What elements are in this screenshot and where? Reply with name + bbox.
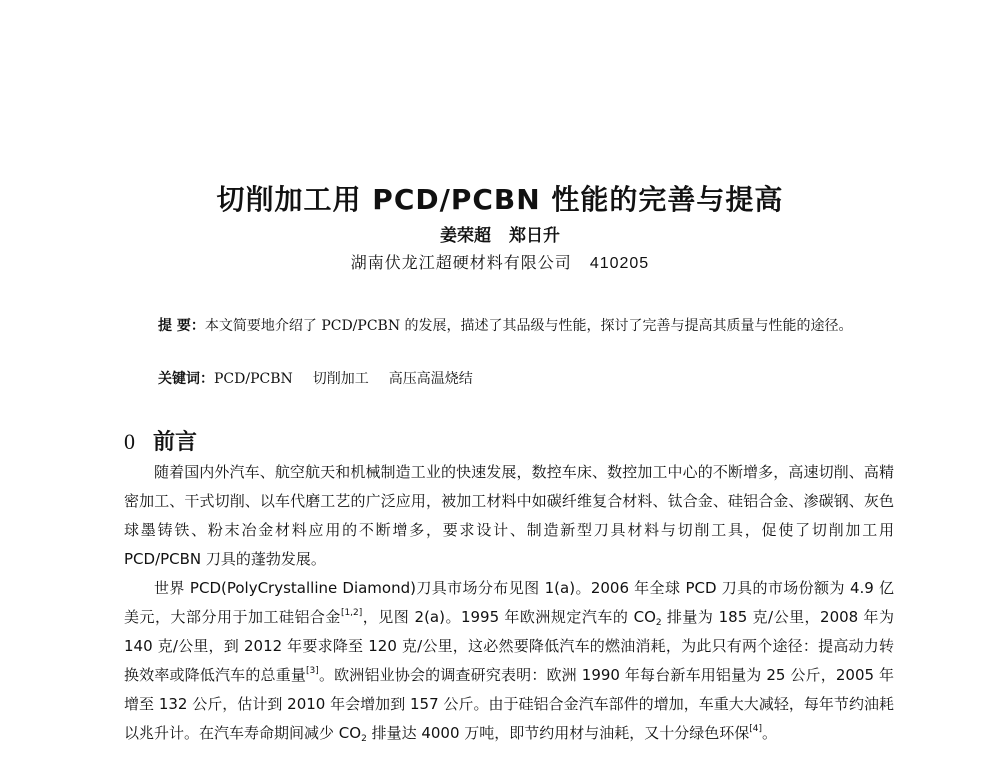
- citation: [4]: [749, 724, 763, 734]
- text-run: ，见图 2(a)。1995 年欧洲规定汽车的 CO: [362, 608, 656, 626]
- citation: [1,2]: [340, 608, 363, 618]
- abstract: [124, 313, 894, 339]
- subscript: 2: [655, 618, 662, 628]
- affiliation-name: 湖南伏龙江超硬材料有限公司: [350, 253, 572, 272]
- authors: 姜荣超 郑日升: [440, 226, 560, 246]
- subscript: 2: [361, 734, 367, 744]
- abstract-label: 提 要：: [158, 318, 205, 334]
- text-run: 世界 PCD(PolyCrystalline Diamond)刀具市场分布见图 1(a)。2006 年全球 PCD 刀具的市场份额为 4.9 亿美元，大部分用于加工硅铝合金: [124, 579, 894, 626]
- text-run: 。: [762, 724, 778, 742]
- abstract-body: [124, 313, 894, 339]
- affiliation: [0, 250, 1000, 273]
- keyword-item: PCD/PCBN: [214, 371, 293, 387]
- section-number: 0: [124, 429, 135, 454]
- paragraph: [124, 574, 894, 748]
- keywords: [158, 368, 473, 388]
- affiliation-zip: 410205: [589, 255, 650, 272]
- text-run: 。欧洲铝业协会的调查研究表明：欧洲 1990 年每台新车用铝量为 25 公斤，2005 年增至 132 公斤，估计到 2010 年会增加到 157 公斤。由于硅铝合金汽车部件的增加，车重大大减轻，每年节约油耗以兆升计。在汽车寿命期间减少 CO: [124, 666, 894, 742]
- keyword-item: 高压高温烧结: [388, 371, 473, 387]
- keywords-label: 关键词：: [158, 371, 214, 387]
- section-title: 前言: [153, 430, 198, 455]
- body-text: [124, 458, 894, 748]
- text-run: 排量为 185 克/公里，2008 年为 140 克/公里，到 2012 年要求降至 120 克/公里，这必然要降低汽车的燃油消耗，为此只有两个途径：提高动力转换效率或降低汽车的总重量: [124, 608, 894, 684]
- text-run: 排量达 4000 万吨，即节约用材与油耗，又十分绿色环保: [366, 724, 750, 742]
- section-heading: [124, 425, 197, 456]
- paragraph: 随着国内外汽车、航空航天和机械制造工业的快速发展，数控车床、数控加工中心的不断增多，高速切削、高精密加工、干式切削、以车代磨工艺的广泛应用，被加工材料中如碳纤维复合材料、钛合金、硅铝合金、渗碳钢、灰色球墨铸铁、粉末冶金材料应用的不断增多，要求设计、制造新型刀具材料与切削工具，促使了切削加工用 PCD/PCBN 刀具的蓬勃发展。: [124, 463, 894, 568]
- keyword-item: 切削加工: [312, 371, 369, 387]
- citation: [3]: [306, 666, 319, 676]
- abstract-text: 本文简要地介绍了 PCD/PCBN 的发展，描述了其品级与性能，探讨了完善与提高其质量与性能的途径。: [204, 318, 853, 334]
- paper-title: 切削加工用 PCD/PCBN 性能的完善与提高: [216, 183, 784, 216]
